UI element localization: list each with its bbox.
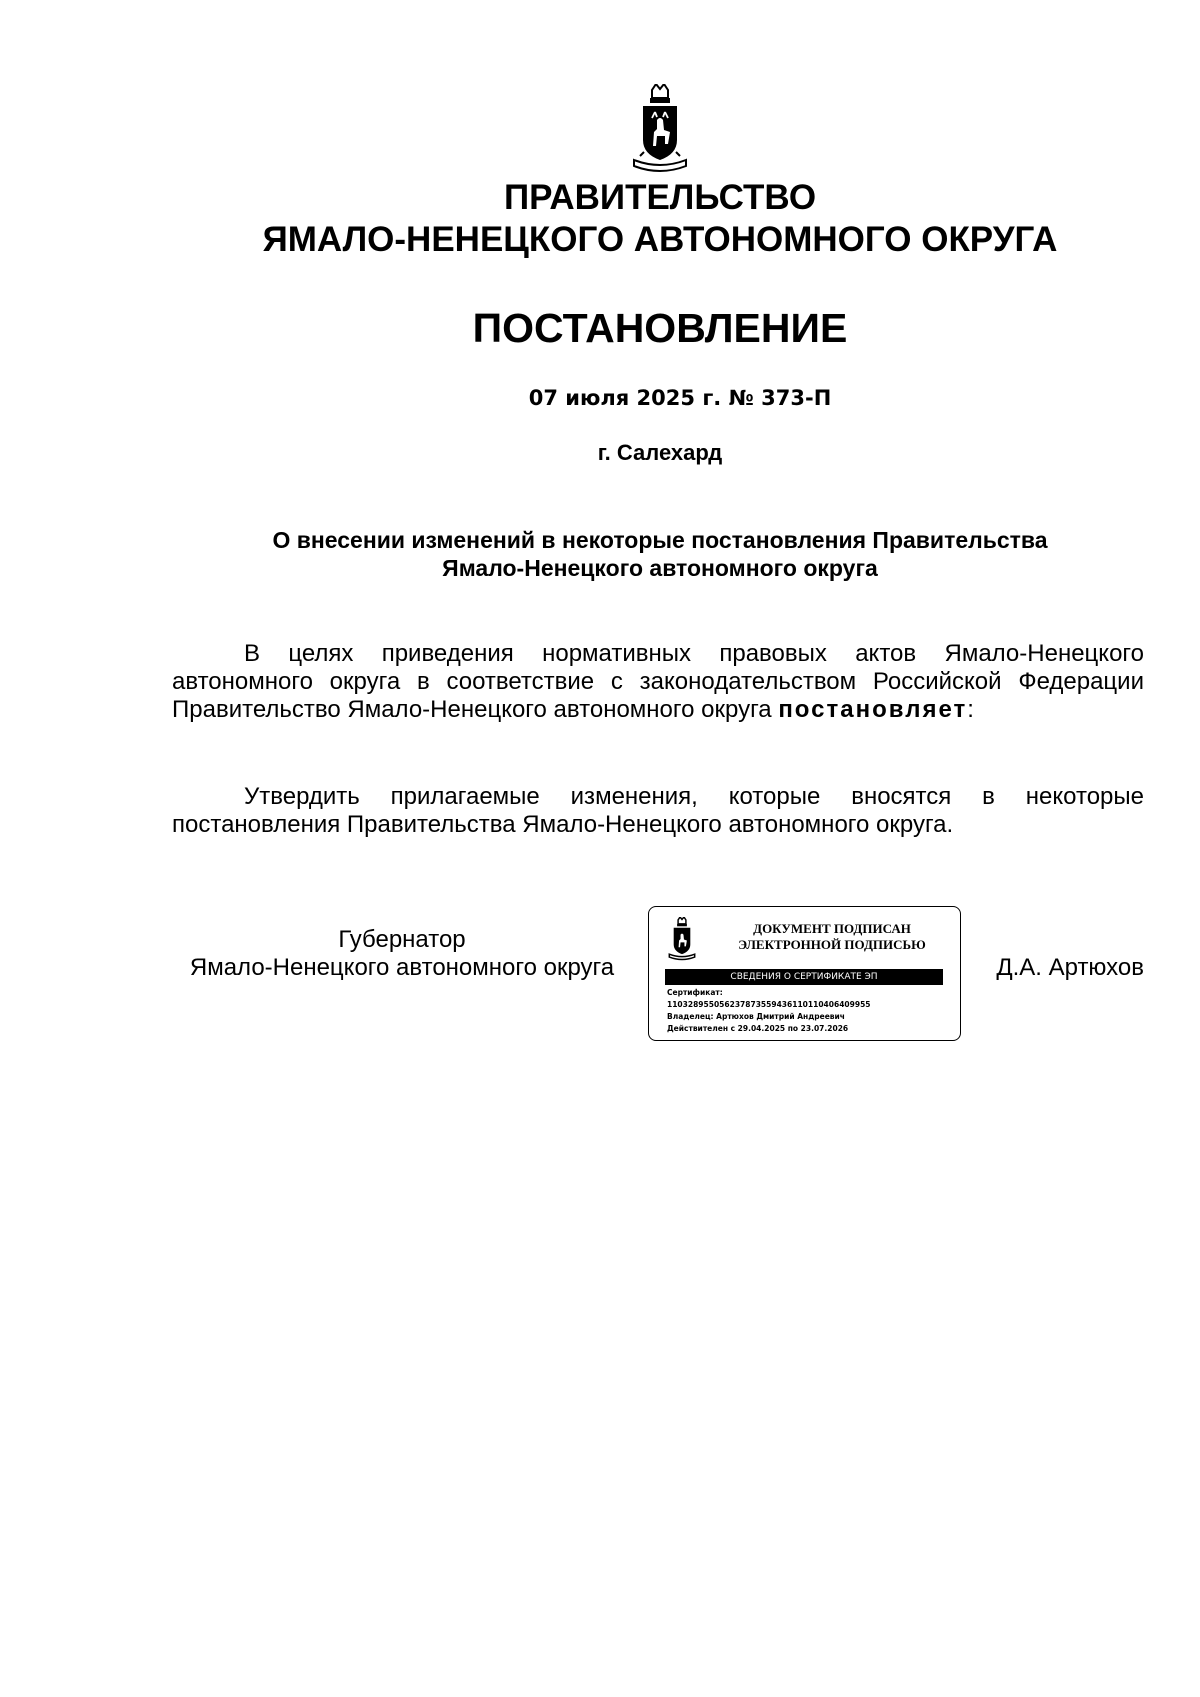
- stamp-owner: Владелец: Артюхов Дмитрий Андреевич: [667, 1012, 845, 1021]
- document-type: ПОСТАНОВЛЕНИЕ: [472, 305, 848, 351]
- stamp-validity: Действителен с 29.04.2025 по 23.07.2026: [667, 1024, 849, 1033]
- stamp-title-line-2: ЭЛЕКТРОННОЙ ПОДПИСЬЮ: [738, 937, 926, 952]
- para-1-end: :: [967, 696, 974, 723]
- org-name-line-2: ЯМАЛО-НЕНЕЦКОГО АВТОНОМНОГО ОКРУГА: [262, 220, 1058, 259]
- electronic-signature-stamp: [648, 906, 961, 1041]
- signer-title-line-2: Ямало-Ненецкого автономного округа: [189, 954, 615, 981]
- stamp-certificate-number: 110328955056237873559436110110406409955: [667, 1000, 871, 1009]
- document-city: г. Салехард: [597, 440, 723, 465]
- subject-line-2: Ямало-Ненецкого автономного округа: [442, 555, 878, 581]
- document-subject: [160, 526, 1160, 582]
- stamp-certificate-bar: СВЕДЕНИЯ О СЕРТИФИКАТЕ ЭП: [665, 969, 943, 985]
- org-name-line-1: ПРАВИТЕЛЬСТВО: [503, 178, 817, 217]
- signer-name: Д.А. Артюхов: [996, 954, 1144, 981]
- signer-title: [172, 926, 632, 982]
- body-paragraph-2: Утвердить прилагаемые изменения, которые вносятся в некоторые постановления Правительства Ямало-Ненецкого автономного округа.: [172, 783, 1144, 838]
- stamp-coat-of-arms-icon: [667, 917, 697, 961]
- stamp-title: [709, 921, 955, 953]
- para-1-emphasis: постановляет: [778, 696, 968, 723]
- stamp-certificate-label: Сертификат:: [667, 988, 723, 997]
- stamp-title-line-1: ДОКУМЕНТ ПОДПИСАН: [753, 921, 911, 936]
- subject-line-1: О внесении изменений в некоторые постановления Правительства: [272, 527, 1048, 553]
- signer-title-line-1: Губернатор: [338, 926, 466, 953]
- para-1-text: В целях приведения нормативных правовых актов Ямало-Ненецкого автономного округа в соответствие с законодательством Российской Федерации Правительство Ямало-Ненецкого автономного округа: [172, 640, 1144, 723]
- document-date-number: 07 июля 2025 г. № 373-П: [528, 386, 832, 410]
- body-paragraph-1: [172, 640, 1144, 724]
- coat-of-arms-icon: [630, 84, 690, 174]
